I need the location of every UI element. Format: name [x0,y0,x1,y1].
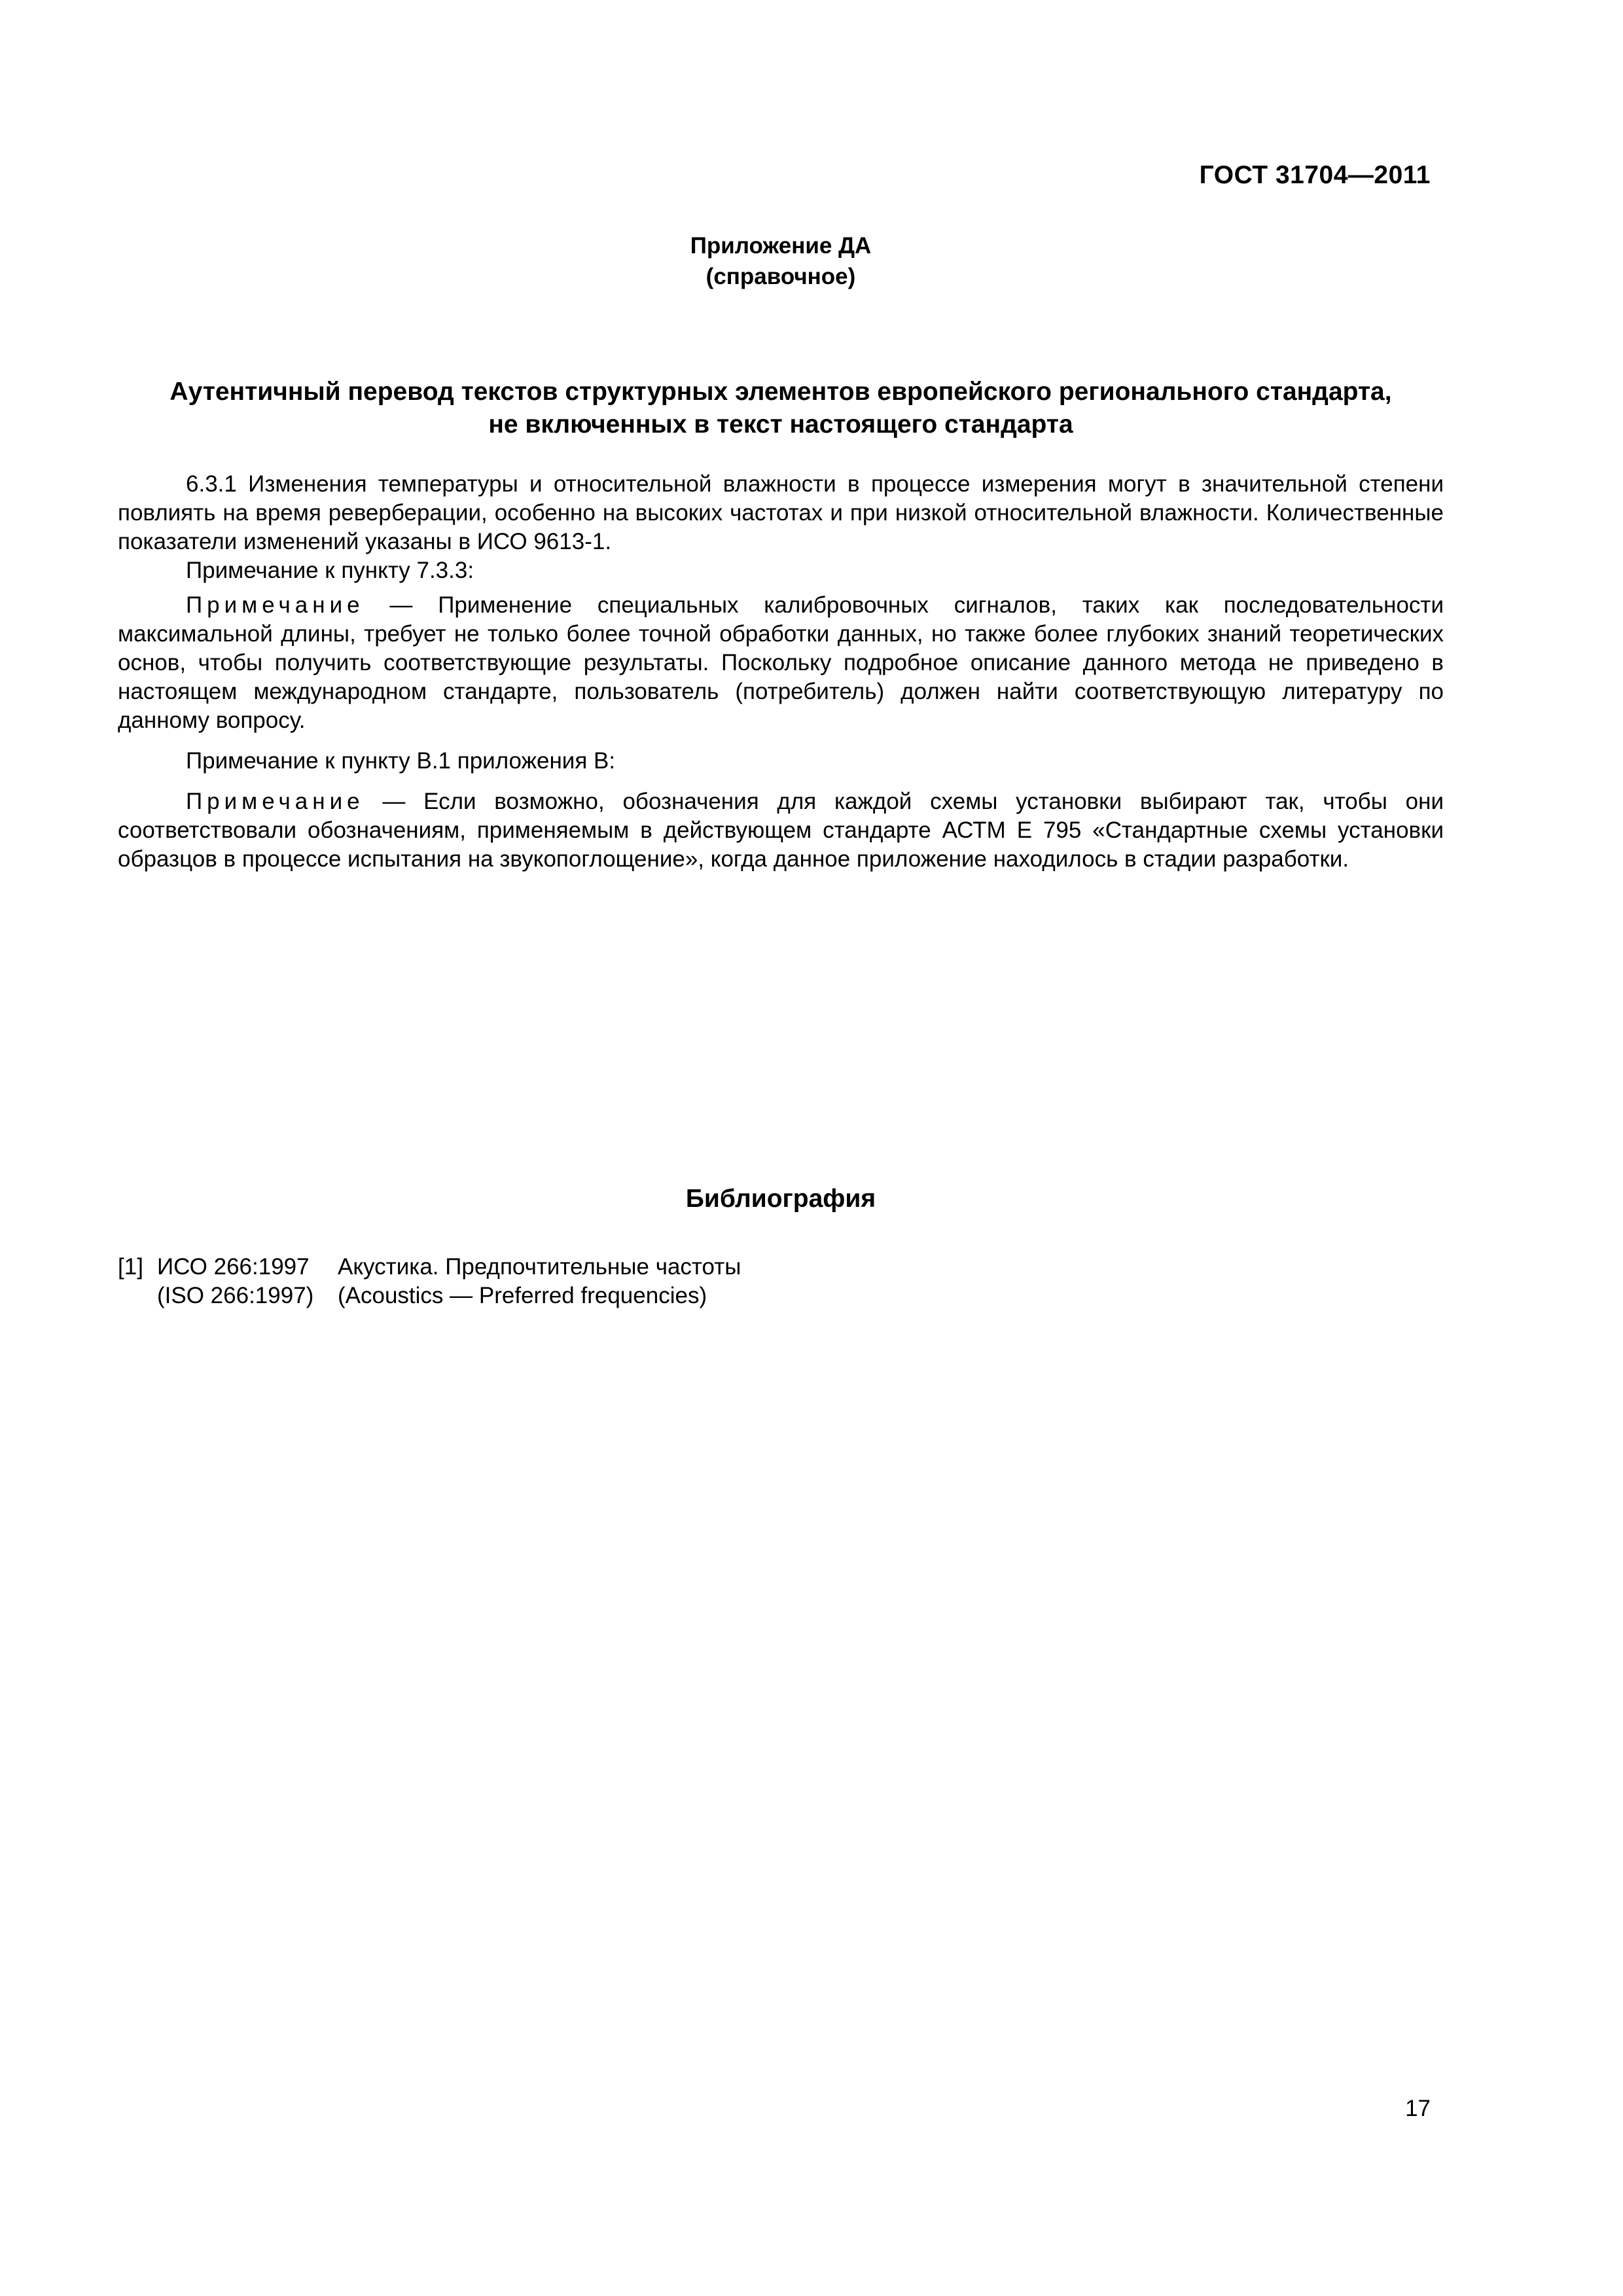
entry-number: [1] [118,1254,143,1280]
note-label: Примечание [186,592,365,618]
bibliography-title: Библиография [685,1185,876,1213]
entry-title-original: (Acoustics — Preferred frequencies) [338,1283,707,1308]
body-text [118,470,1444,874]
page-number: 17 [1405,2096,1431,2121]
appendix-title: Приложение ДА [690,233,872,259]
note-b-1 [118,787,1444,874]
bibliography-list [118,1253,741,1310]
appendix-heading [118,230,1444,292]
note-heading-7-3-3: Примечание к пункту 7.3.3: [186,558,474,583]
note-heading-b-1: Примечание к пункту В.1 приложения В: [186,748,616,774]
bibliography-entry [118,1253,741,1282]
note-text: — Применение специальных калибровочных сигналов, таких как последовательности максимальной длины, требует не только более точной обработки данных, но также более глубоких знаний теоретических основ, чтобы получить соответствующие результаты. Поскольку подробное описание данного метода не приведено в настоящем международном стандарте, пользователь (потребитель) должен найти соответствующую литературу по данному вопросу. [118,592,1444,733]
section-title [118,376,1444,441]
entry-standard-original: (ISO 266:1997) [157,1283,314,1308]
entry-title: Акустика. Предпочтительные частоты [338,1254,741,1280]
note-text: — Если возможно, обозначения для каждой схемы установки выбирают так, чтобы они соответствовали обозначениям, применяемым в действующем стандарте АСТМ Е 795 «Стандартные схемы установки образцов в процессе испытания на звукопоглощение», когда данное приложение находилось в стадии разработки. [118,789,1444,872]
entry-standard: ИСО 266:1997 [157,1254,310,1280]
paragraph-6-3-1: 6.3.1 Изменения температуры и относительной влажности в процессе измерения могут в значительной степени повлиять на время реверберации, особенно на высоких частотах и при низкой относительной влажности. Количественные показатели изменений указаны в ИСО 9613-1. [118,471,1444,554]
note-label: Примечание [186,789,365,814]
appendix-subtitle: (справочное) [705,264,856,289]
bibliography-entry-original [118,1282,741,1310]
note-7-3-3 [118,591,1444,735]
document-id: ГОСТ 31704—2011 [1199,161,1431,189]
section-title-line-1: Аутентичный перевод текстов структурных элементов европейского регионального стандарта, [169,378,1392,406]
section-title-line-2: не включенных в текст настоящего стандарта [488,410,1073,439]
